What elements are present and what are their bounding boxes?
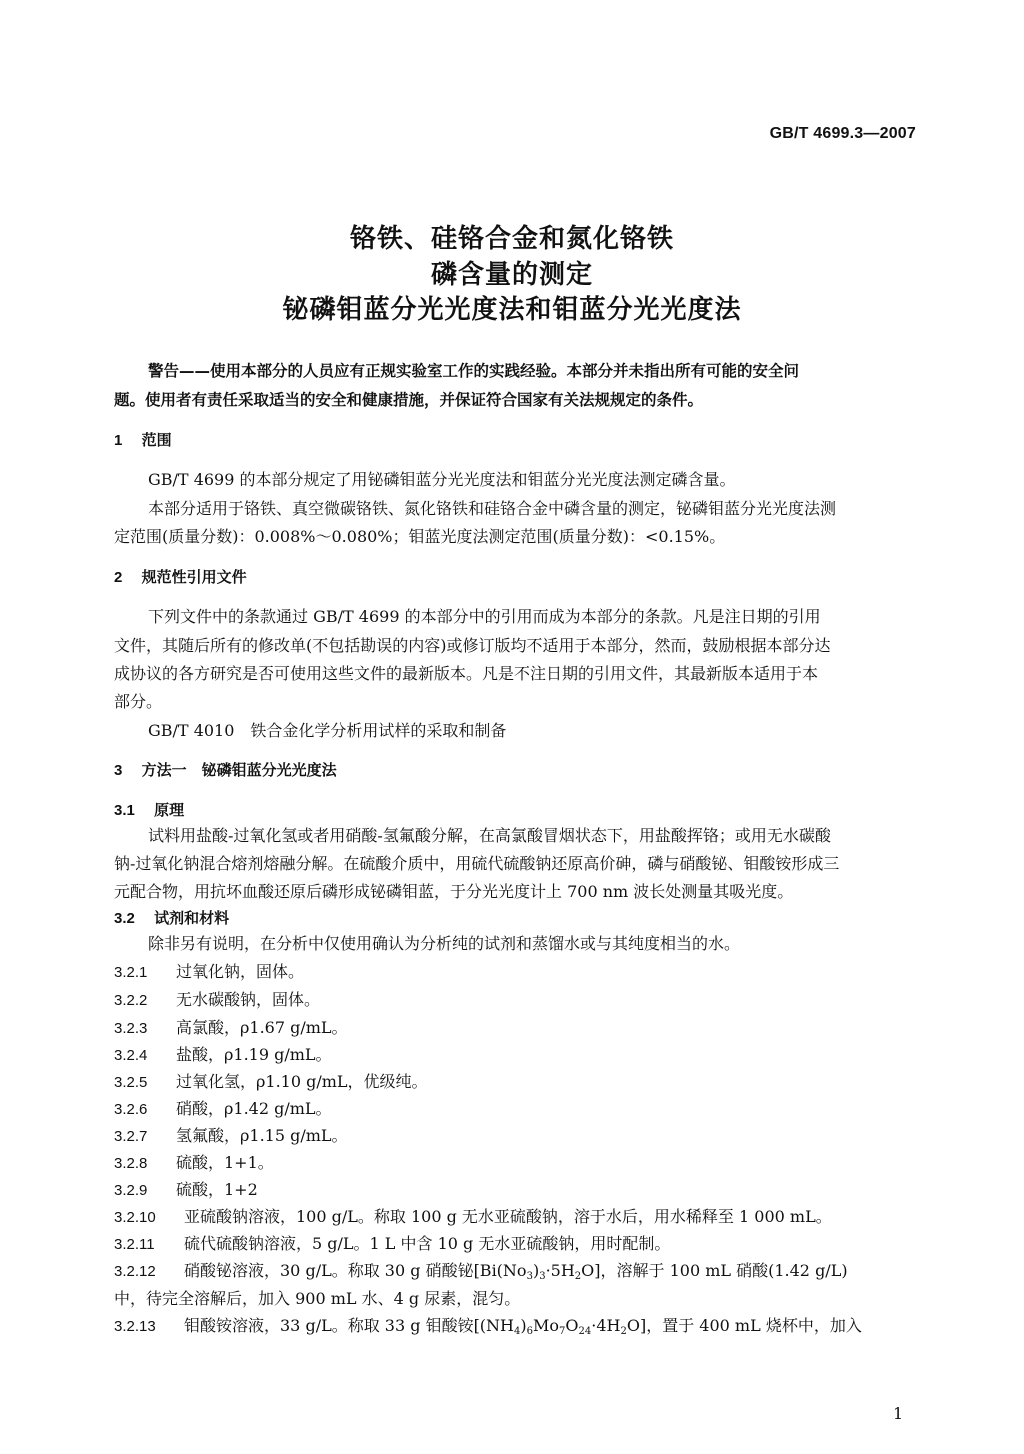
formula-subscript: 3 [526,1271,533,1282]
reagent-item-text: 盐酸，ρ1.19 g/mL。 [176,1045,332,1064]
formula-text: O]，溶解于 100 mL 硝酸(1.42 g/L) [581,1261,848,1280]
reagent-item-number: 3.2.4 [114,1047,148,1064]
reagent-item [114,1126,348,1147]
formula-subscript: 24 [578,1326,592,1337]
formula-subscript: 4 [514,1326,521,1337]
subsection-3-1-number: 3.1 [114,802,135,819]
formula-subscript: 3 [539,1271,546,1282]
section-1-paragraph-2-line-1: 本部分适用于铬铁、真空微碳铬铁、氮化铬铁和硅铬合金中磷含量的测定，铋磷钼蓝分光光度法测 [148,499,837,518]
formula-subscript: 6 [526,1326,534,1337]
reagent-item-number: 3.2.6 [114,1101,148,1118]
section-3-heading [114,760,337,781]
section-2-line-4: 部分。 [114,692,163,711]
reagent-item-text: 硫代硫酸钠溶液，5 g/L。1 L 中含 10 g 无水亚硫酸钠，用时配制。 [184,1234,671,1253]
formula-text: O [565,1316,579,1335]
section-2-number: 2 [114,569,123,586]
section-1-number: 1 [114,432,123,449]
subsection-3-2-heading [114,908,229,929]
reagent-item [114,1099,332,1120]
formula-text: ·4H [591,1316,621,1335]
section-2-line-2: 文件，其随后所有的修改单(不包括勘误的内容)或修订版均不适用于本部分，然而，鼓励根据本部分达 [114,636,831,655]
section-2-line-3: 成协议的各方研究是否可使用这些文件的最新版本。凡是不注日期的引用文件，其最新版本适用于本 [114,664,819,683]
reagent-item-text: 过氧化氢，ρ1.10 g/mL，优级纯。 [176,1072,428,1091]
reagent-item-text: 过氧化钠，固体。 [176,962,305,981]
reagent-item-number: 3.2.3 [114,1020,148,1037]
standard-code: GB/T 4699.3—2007 [769,125,916,142]
formula-text: 硝酸铋溶液，30 g/L。称取 30 g 硝酸铋[Bi(No [184,1261,527,1280]
reagent-item-text: 硫酸，1+1。 [176,1153,274,1172]
reagent-item-number: 3.2.11 [114,1236,155,1253]
formula-subscript: 2 [620,1326,627,1337]
section-1-paragraph-2-line-2: 定范围(质量分数)：0.008%～0.080%；钼蓝光度法测定范围(质量分数)：<0.15%。 [114,527,726,546]
section-1-heading [114,430,172,451]
reagent-item-number: 3.2.5 [114,1074,148,1091]
title-line-2: 磷含量的测定 [430,260,593,290]
reagent-item-text: 硝酸，ρ1.42 g/mL。 [176,1099,332,1118]
section-3-title: 方法一 铋磷钼蓝分光光度法 [141,761,337,779]
principle-line-3: 元配合物，用抗坏血酸还原后磷形成铋磷钼蓝，于分光光度计上 700 nm 波长处测量其吸光度。 [114,882,794,901]
formula-text: Mo [533,1316,560,1335]
warning-line-2: 题。使用者有责任采取适当的安全和健康措施，并保证符合国家有关法规规定的条件。 [114,391,704,409]
subsection-3-2-number: 3.2 [114,910,135,927]
reagent-item [114,1018,348,1039]
reagent-item-number: 3.2.13 [114,1318,156,1335]
reagent-item-text: 硫酸，1+2 [176,1180,258,1199]
formula-text: ) [520,1316,527,1335]
subsection-3-2-title: 试剂和材料 [154,909,230,927]
reagent-item-number: 3.2.10 [114,1209,156,1226]
reagent-item [114,962,304,983]
reagent-item-text: 无水碳酸钠，固体。 [176,990,321,1009]
reagent-item [114,990,320,1011]
reagent-item-bismuth-nitrate [114,1261,848,1282]
formula-subscript: 2 [574,1271,582,1282]
page-number: 1 [893,1404,904,1423]
reagent-item [114,1180,258,1201]
reagent-item-number: 3.2.9 [114,1182,148,1199]
reagent-item-text: 亚硫酸钠溶液，100 g/L。称取 100 g 无水亚硫酸钠，溶于水后，用水稀释至 1 000 mL。 [184,1207,832,1226]
formula-text: O]，置于 400 mL 烧杯中，加入 [626,1316,862,1335]
normative-reference: GB/T 4010 铁合金化学分析用试样的采取和制备 [148,721,507,740]
reagent-item-ammonium-molybdate [114,1316,862,1337]
principle-line-1: 试料用盐酸-过氧化氢或者用硝酸-氢氟酸分解，在高氯酸冒烟状态下，用盐酸挥铬；或用无水碳酸 [148,826,831,845]
reagent-item [114,1153,274,1174]
reagent-item [114,1072,428,1093]
section-1-paragraph-1: GB/T 4699 的本部分规定了用铋磷钼蓝分光光度法和钼蓝分光光度法测定磷含量。 [148,470,736,489]
reagent-item-text: 氢氟酸，ρ1.15 g/mL。 [176,1126,348,1145]
reagent-item-number: 3.2.7 [114,1128,148,1145]
section-3-number: 3 [114,762,123,779]
subsection-3-1-heading [114,800,184,821]
section-2-line-1: 下列文件中的条款通过 GB/T 4699 的本部分中的引用而成为本部分的条款。凡是注日期的引用 [148,607,821,626]
reagents-intro: 除非另有说明，在分析中仅使用确认为分析纯的试剂和蒸馏水或与其纯度相当的水。 [148,934,741,953]
reagent-item [114,1234,670,1255]
reagent-item-bismuth-nitrate-line-2: 中，待完全溶解后，加入 900 mL 水、4 g 尿素，混匀。 [114,1289,521,1308]
section-2-heading [114,567,247,588]
formula-text: 钼酸铵溶液，33 g/L。称取 33 g 钼酸铵[(NH [184,1316,515,1335]
section-2-title: 规范性引用文件 [141,568,247,586]
formula-text: ·5H [545,1261,575,1280]
title-line-1: 铬铁、硅铬合金和氮化铬铁 [349,224,674,254]
reagent-item-number: 3.2.12 [114,1263,156,1280]
formula-text: ) [532,1261,540,1280]
reagent-item [114,1045,332,1066]
warning-line-1: 警告——使用本部分的人员应有正规实验室工作的实践经验。本部分并未指出所有可能的安全问 [148,362,800,380]
reagent-item-number: 3.2.1 [114,964,148,981]
principle-line-2: 钠-过氧化钠混合熔剂熔融分解。在硫酸介质中，用硫代硫酸钠还原高价砷，磷与硝酸铋、钼酸铵形成三 [114,854,840,873]
formula-subscript: 7 [559,1326,566,1337]
reagent-item [114,1207,832,1228]
reagent-item-number: 3.2.2 [114,992,148,1009]
reagent-item-number: 3.2.8 [114,1155,148,1172]
section-1-title: 范围 [141,431,172,449]
reagent-item-text: 高氯酸，ρ1.67 g/mL。 [176,1018,348,1037]
subsection-3-1-title: 原理 [154,801,185,819]
title-line-3: 铋磷钼蓝分光光度法和钼蓝分光光度法 [282,295,742,325]
